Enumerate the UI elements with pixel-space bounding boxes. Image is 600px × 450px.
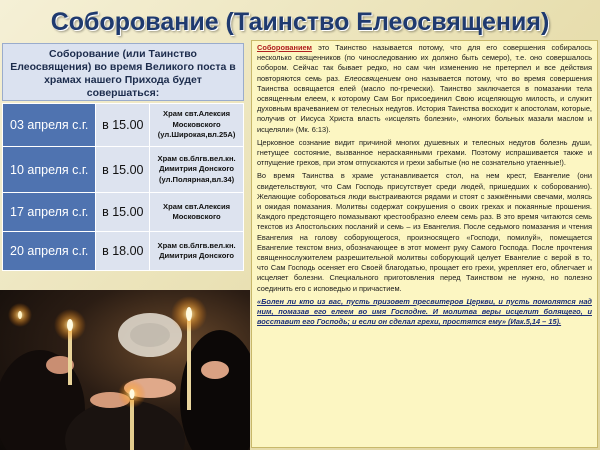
description-text	[251, 40, 598, 448]
table-row	[3, 232, 244, 271]
schedule-table	[2, 103, 244, 271]
paragraph-rite: Во время Таинства в храме устанавливается стол, на нем крест, Евангелие (они свидетельствуют, что Сам Господь присутствует среди людей, пришедших к соборованию). Желающие собороваться люди выстраиваются рядами и стоят с зажжёнными свечами, молясь и ожидая помазания. Молитвы содержат сокрушения о своих грехах и покаянные прошения. Каждого предстоящего помазывают крестообразно елеем семь раз. В это время читаются семь текстов из Апостольских посланий и семь – из Евангелия. После седьмого помазания и чтения Евангелия на голову соборующегося, произносящего «Господи, помилуй», помещается Евангелие текстом вниз, обозначающее в этот момент руку Самого Господа. После прочтения священнослужителем разрешительной молитвы соборующий целует Евангелие с верой в то, что Сам Господь осеняет его Своей благодатью, прощает его грехи, укрепляет его, облегчает и исцеляет болезни. Специального приготовления перед Таинством не нужно, но полезно соединить его с исповедью и причастием.	[257, 171, 592, 293]
page-title: Соборование (Таинство Елеосвящения)	[50, 8, 550, 36]
table-row	[3, 193, 244, 232]
paragraph-intro	[257, 43, 592, 135]
schedule-header: Соборование (или Таинство Елеосвящения) во время Великого поста в храмах нашего Прихода будет совершаться:	[2, 43, 244, 101]
text-fragment: оно называется потому, что во время совершения Таинства освящается елей (масло по-гречески). Таинство заключается в помазании тела освященным елеем, к которому Сам Бог присоединил Свою исцеляющую милость, и служит духовным врачеванием от телесных недугов. История Таинства восходит к апостолам, которые, получив от Иисуса Христа власть «исцелять болезни», «многих больных мазали маслом и исцеляли» (Мк. 6:13).	[257, 73, 592, 134]
candles-photo-icon	[0, 290, 250, 450]
candles-photo	[0, 290, 250, 450]
time-cell: в 18.00	[96, 232, 150, 271]
highlight-term: Соборованием	[257, 43, 313, 52]
table-row	[3, 147, 244, 193]
place-cell: Храм свт.Алексия Московского (ул.Широкая,вл.25А)	[150, 104, 244, 147]
date-cell: 17 апреля с.г.	[3, 193, 96, 232]
place-cell: Храм свт.Алексия Московского	[150, 193, 244, 232]
italic-term: Елеосвящением	[344, 73, 401, 83]
time-cell: в 15.00	[96, 104, 150, 147]
text-fragment: это Таинство называется потому, что для его совершения собиралось несколько священников (по чиноследованию их должно быть семеро), т.е. оно совершалось собором. Сейчас так бывает редко, но сам чин изменению не претерпел и все действия повторяются семь раз.	[257, 43, 592, 83]
time-cell: в 15.00	[96, 147, 150, 193]
schedule-panel	[2, 43, 244, 283]
date-cell: 10 апреля с.г.	[3, 147, 96, 193]
scripture-quote: «Болен ли кто из вас, пусть призовет пресвитеров Церкви, и пусть помолятся над ним, помазав его елеем во имя Господне. И молитва веры исцелит болящего, и восставит его Господь; и если он сделал грехи, простятся ему» (Иак.5,14 – 15).	[257, 296, 592, 327]
time-cell: в 15.00	[96, 193, 150, 232]
table-row	[3, 104, 244, 147]
paragraph-sin: Церковное сознание видит причиной многих душевных и телесных недугов болезнь души, гнетущее состояние, вызванное нераскаянными грехами. Поэтому испрашивается также и отпущение грехов, при этом отпускаются и грехи забытые (но не сознательно утаенные!).	[257, 137, 592, 168]
date-cell: 03 апреля с.г.	[3, 104, 96, 147]
date-cell: 20 апреля с.г.	[3, 232, 96, 271]
place-cell: Храм св.блгв.вел.кн. Димитрия Донского	[150, 232, 244, 271]
place-cell: Храм св.блгв.вел.кн. Димитрия Донского (ул.Полярная,вл.34)	[150, 147, 244, 193]
